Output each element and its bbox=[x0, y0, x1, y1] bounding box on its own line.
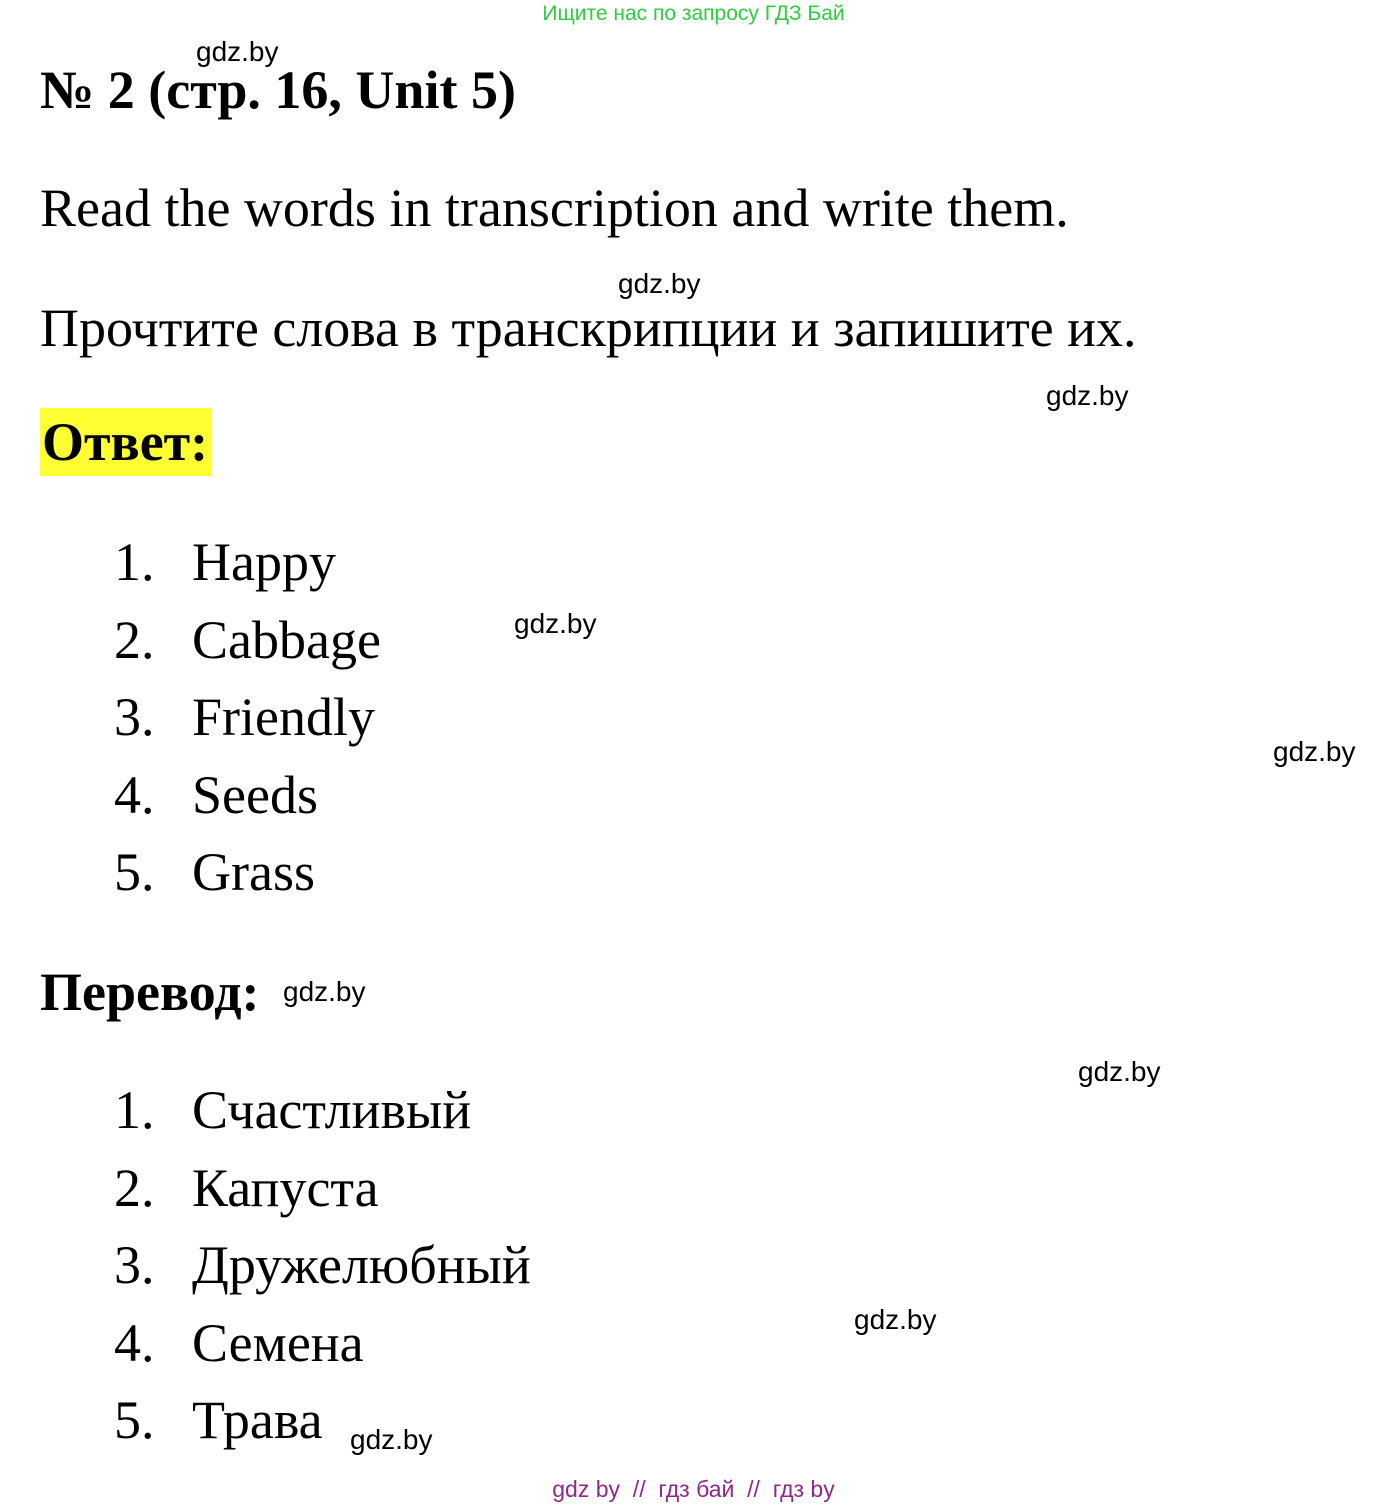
instruction-english: Read the words in transcription and write them. bbox=[40, 178, 1069, 238]
item-word: Дружелюбный bbox=[192, 1235, 531, 1295]
watermark: gdz.by bbox=[618, 268, 701, 299]
watermark: gdz.by bbox=[854, 1304, 937, 1335]
watermark: gdz.by bbox=[514, 608, 597, 639]
list-item bbox=[114, 1388, 531, 1466]
list-item bbox=[114, 530, 381, 608]
watermark: gdz.by bbox=[350, 1424, 433, 1455]
list-item bbox=[114, 1078, 531, 1156]
list-item bbox=[114, 608, 381, 686]
item-word: Счастливый bbox=[192, 1080, 472, 1140]
item-word: Cabbage bbox=[192, 609, 381, 670]
item-number: 5. bbox=[114, 842, 155, 902]
item-number: 2. bbox=[114, 1157, 155, 1218]
watermark: gdz.by bbox=[283, 976, 366, 1007]
page-title: № 2 (стр. 16, Unit 5) bbox=[40, 60, 516, 120]
list-item bbox=[114, 1156, 531, 1234]
item-number: 3. bbox=[114, 1235, 155, 1295]
item-word: Grass bbox=[192, 842, 315, 902]
top-banner: Ищите нас по запросу ГДЗ Бай bbox=[542, 2, 845, 25]
list-item bbox=[114, 685, 381, 763]
item-number: 4. bbox=[114, 1312, 155, 1373]
watermark: gdz.by bbox=[196, 36, 279, 67]
translation-heading: Перевод: bbox=[40, 962, 260, 1022]
item-word: Трава bbox=[192, 1390, 323, 1450]
list-item bbox=[114, 763, 381, 841]
item-number: 4. bbox=[114, 764, 155, 825]
item-word: Seeds bbox=[192, 764, 318, 825]
item-word: Семена bbox=[192, 1312, 364, 1373]
item-number: 1. bbox=[114, 1080, 155, 1140]
watermark: gdz.by bbox=[1078, 1056, 1161, 1087]
item-word: Friendly bbox=[192, 687, 375, 747]
watermark: gdz.by bbox=[1046, 380, 1129, 411]
item-number: 2. bbox=[114, 609, 155, 670]
instruction-russian: Прочтите слова в транскрипции и запишите их. bbox=[40, 298, 1137, 358]
item-number: 1. bbox=[114, 532, 155, 592]
list-item bbox=[114, 1311, 531, 1389]
list-item bbox=[114, 1233, 531, 1311]
watermark: gdz.by bbox=[1273, 736, 1356, 767]
translation-list bbox=[114, 1078, 531, 1466]
list-item bbox=[114, 840, 381, 918]
item-word: Happy bbox=[192, 532, 336, 592]
item-word: Капуста bbox=[192, 1157, 379, 1218]
footer-links: gdz by // гдз бай // гдз by bbox=[552, 1476, 835, 1502]
answer-heading: Ответ: bbox=[40, 408, 211, 476]
answer-list bbox=[114, 530, 381, 918]
item-number: 3. bbox=[114, 687, 155, 747]
item-number: 5. bbox=[114, 1390, 155, 1450]
